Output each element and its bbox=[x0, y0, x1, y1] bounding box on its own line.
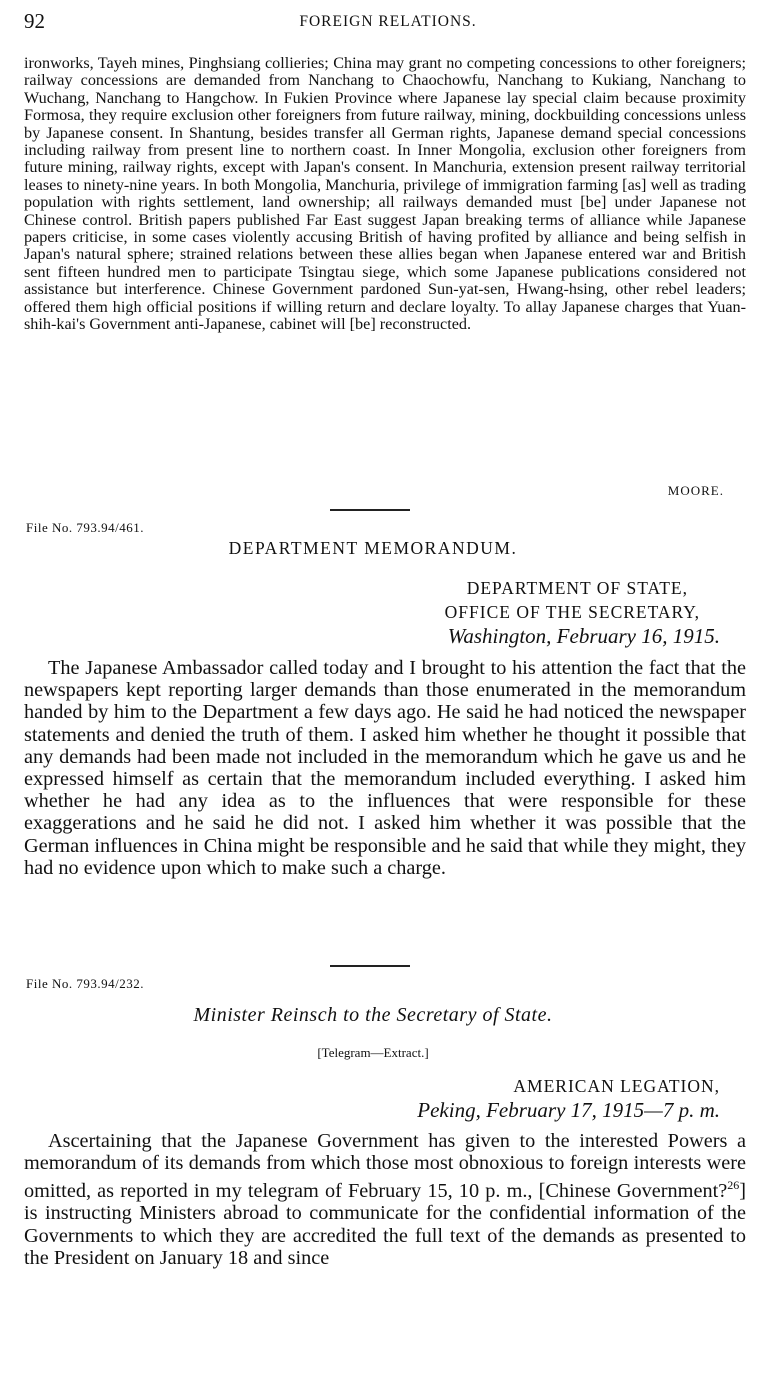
running-head bbox=[24, 9, 752, 33]
file-number: File No. 793.94/461. bbox=[26, 520, 144, 535]
section-heading: Minister Reinsch to the Secretary of State. bbox=[193, 1004, 553, 1026]
dateline-place-date: Washington, February 16, 1915. bbox=[447, 624, 720, 648]
section-heading: DEPARTMENT MEMORANDUM. bbox=[228, 538, 518, 558]
telegram-text: ] is instructing Ministers abroad to communicate for the confidential information of the Governments to which they are accredited the full text of the demands as presented to the President on January 18 and since bbox=[24, 1180, 746, 1269]
telegram-text: Ascertaining that the Japanese Government has given to the interested Powers a memorandum of its demands from which those most obnoxious to foreign interests were omitted, as reported in my telegram of February 15, 10 p. m., [Chinese Government? bbox=[24, 1130, 746, 1203]
footnote-reference: 26 bbox=[727, 1178, 740, 1193]
memorandum-paragraph: The Japanese Ambassador called today and I brought to his attention the fact that the newspapers kept reporting larger demands than those enumerated in the memorandum handed by him to the Department a few days ago. He said he had noticed the newspaper statements and denied the truth of them. I asked him whether he thought it possible that any demands had been made not included in the memorandum which he gave us and he expressed himself as certain that the memorandum included everything. I asked him whether he had any idea as to the influences that were responsible for these exaggerations and he said he did not. I asked him whether it was possible that the German influences in China might be responsible and he said that while they might, they had no evidence upon which to make such a charge. bbox=[24, 657, 746, 879]
file-number: File No. 793.94/232. bbox=[26, 976, 144, 991]
page-number: 92 bbox=[24, 9, 45, 33]
section-divider bbox=[330, 509, 410, 511]
dateline-office: OFFICE OF THE SECRETARY, bbox=[444, 602, 700, 622]
telegram-note: [Telegram—Extract.] bbox=[317, 1045, 429, 1060]
running-title: FOREIGN RELATIONS. bbox=[299, 13, 477, 30]
dateline-department: DEPARTMENT OF STATE, bbox=[466, 578, 688, 598]
signature: MOORE. bbox=[667, 483, 724, 498]
telegram-paragraph bbox=[24, 1130, 746, 1269]
dateline-place-date: Peking, February 17, 1915—7 p. m. bbox=[417, 1098, 720, 1122]
telegram-body bbox=[24, 1130, 746, 1269]
memorandum-body bbox=[24, 657, 746, 879]
section-divider bbox=[330, 965, 410, 967]
telegram-continuation-text: ironworks, Tayeh mines, Pinghsiang collieries; China may grant no competing concessions to other foreigners; railway concessions are demanded from Nanchang to Chaochowfu, Nanchang to Kukiang, Nanchang to Wuchang, Nanchang to Hangchow. In Fukien Province where Japanese lay special claim because proximity Formosa, they require exclusion other foreigners from future railway, mining, dockbuilding concessions unless by Japanese consent. In Shantung, besides transfer all German rights, Japanese demand special concessions including railway from present line to northern coast. In Inner Mongolia, exclusion other foreigners from future mining, railway rights, except with Japan's consent. In Manchuria, extension present railway territorial leases to ninety-nine years. In both Mongolia, Manchuria, privilege of immigration farming [as] well as trading population with rights settlement, land ownership; all railways demanded must [be] under Japanese not Chinese control. British papers published Far East suggest Japan breaking terms of alliance while Japanese papers criticise, in some cases violently accusing British of having profited by alliance and being selfish in Japan's natural sphere; strained relations between these allies began when Japanese entered war and British sent fifteen hundred men to participate Tsingtau siege, which some Japanese publications considered not assistance but interference. Chinese Government pardoned Sun-yat-sen, Hwang-hsing, other rebel leaders; offered them high official positions if willing return and declare loyalty. To allay Japanese charges that Yuan-shih-kai's Government anti-Japanese, cabinet will [be] reconstructed. bbox=[24, 54, 746, 334]
dateline-legation: AMERICAN LEGATION, bbox=[513, 1076, 720, 1096]
